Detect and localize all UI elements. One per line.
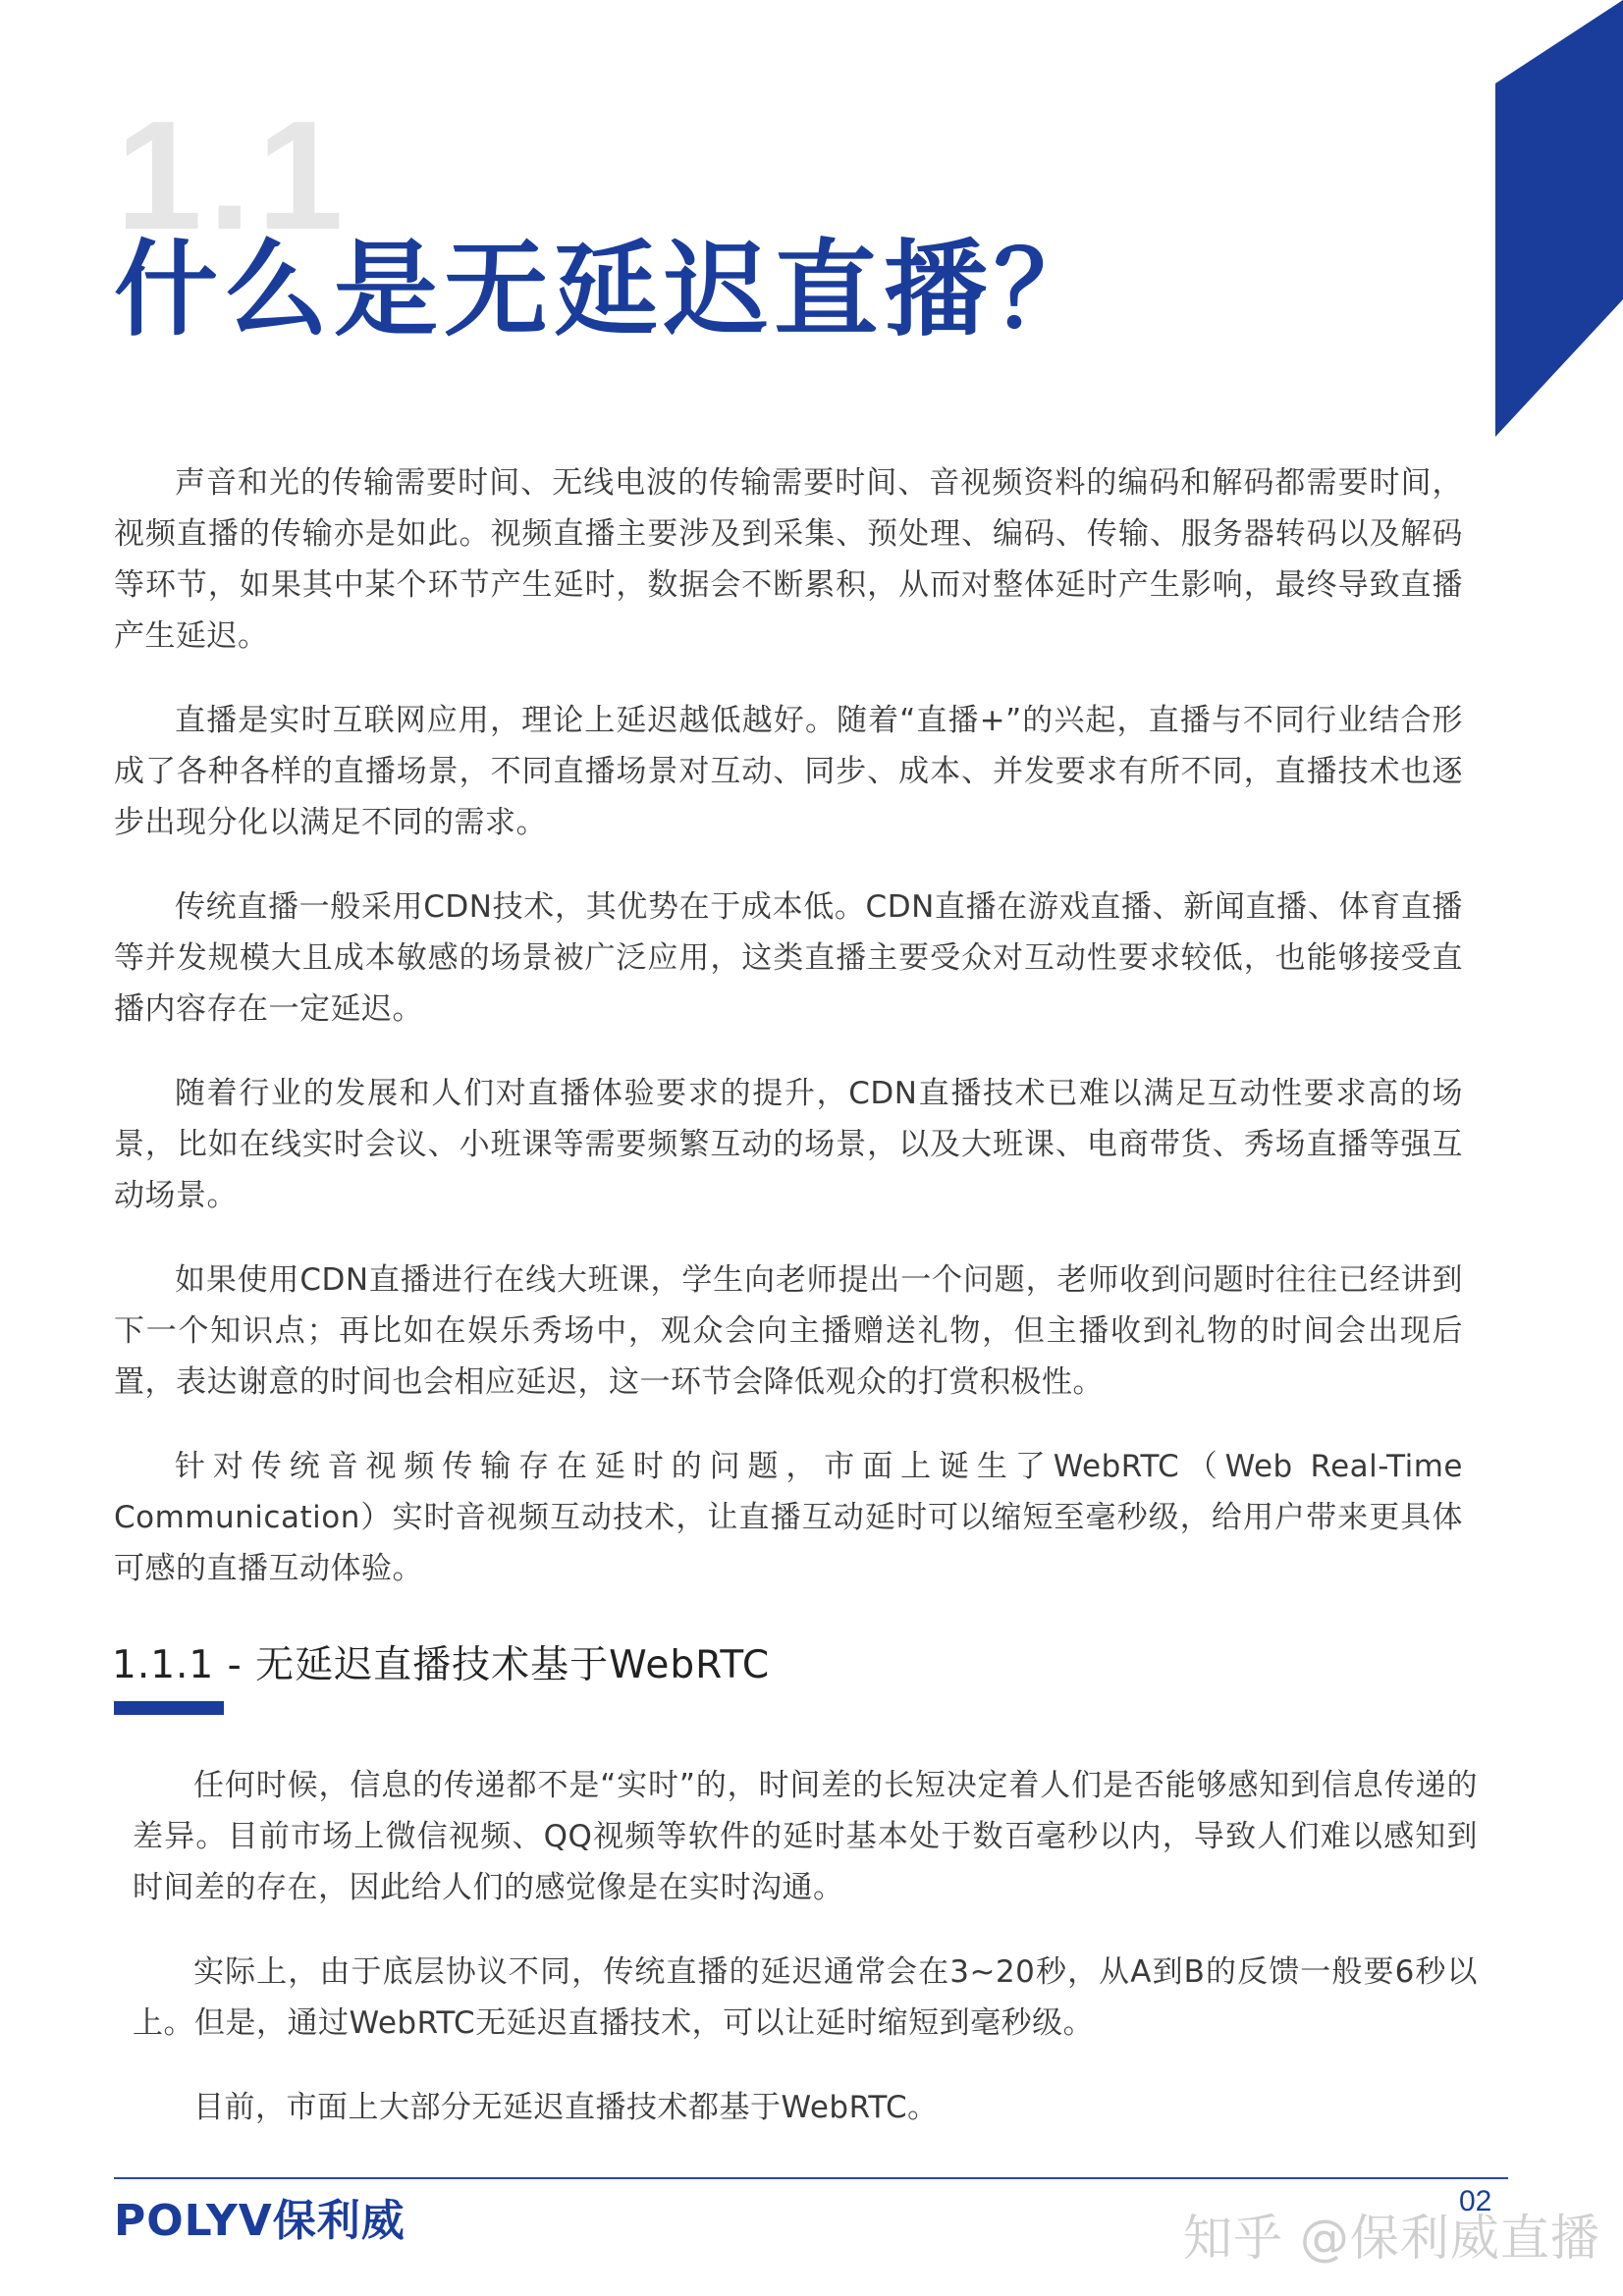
page-title: 什么是无延迟直播？ xyxy=(114,230,1104,350)
paragraph: 实际上，由于底层协议不同，传统直播的延迟通常会在3~20秒，从A到B的反馈一般要6秒以上。但是，通过WebRTC无延迟直播技术，可以让延时缩短到毫秒级。 xyxy=(133,1954,1478,2041)
paragraph: 如果使用CDN直播进行在线大班课，学生向老师提出一个问题，老师收到问题时往往已经讲到下一个知识点；再比如在娱乐秀场中，观众会向主播赠送礼物，但主播收到礼物的时间会出现后置，表达谢意的时间也会相应延迟，这一环节会降低观众的打赏积极性。 xyxy=(114,1262,1463,1400)
footer-divider xyxy=(114,2177,1508,2179)
paragraph: 传统直播一般采用CDN技术，其优势在于成本低。CDN直播在游戏直播、新闻直播、体育直播等并发规模大且成本敏感的场景被广泛应用，这类直播主要受众对互动性要求较低，也能够接受直播内容存在一定延迟。 xyxy=(114,889,1463,1027)
subsection-body xyxy=(133,1760,1478,2166)
paragraph: 针对传统音视频传输存在延时的问题，市面上诞生了WebRTC（Web Real-Time Communication）实时音视频互动技术，让直播互动延时可以缩短至毫秒级，给用户带来更具体可感的直播互动体验。 xyxy=(114,1449,1463,1586)
paragraph: 任何时候，信息的传递都不是“实时”的，时间差的长短决定着人们是否能够感知到信息传递的差异。目前市场上微信视频、QQ视频等软件的延时基本处于数百毫秒以内，导致人们难以感知到时间差的存在，因此给人们的感觉像是在实时沟通。 xyxy=(133,1768,1478,1905)
subsection-heading: 1.1.1 - 无延迟直播技术基于WebRTC xyxy=(112,1643,771,1687)
heading-underline xyxy=(114,1701,224,1715)
paragraph: 随着行业的发展和人们对直播体验要求的提升，CDN直播技术已难以满足互动性要求高的场景，比如在线实时会议、小班课等需要频繁互动的场景，以及大班课、电商带货、秀场直播等强互动场景。 xyxy=(114,1076,1463,1213)
page-number: 02 xyxy=(1459,2185,1492,2217)
polyv-logo: POLYV保利威 xyxy=(114,2196,406,2246)
paragraph: 直播是实时互联网应用，理论上延迟越低越好。随着“直播+”的兴起，直播与不同行业结合形成了各种各样的直播场景，不同直播场景对互动、同步、成本、并发要求有所不同，直播技术也逐步出现分化以满足不同的需求。 xyxy=(114,703,1463,840)
section-number: 1.1 xyxy=(116,89,350,262)
watermark: 知乎 @保利威直播 xyxy=(1183,2210,1600,2267)
paragraph: 目前，市面上大部分无延迟直播技术都基于WebRTC。 xyxy=(193,2090,939,2125)
section-body xyxy=(114,457,1463,1628)
paragraph: 声音和光的传输需要时间、无线电波的传输需要时间、音视频资料的编码和解码都需要时间，视频直播的传输亦是如此。视频直播主要涉及到采集、预处理、编码、传输、服务器转码以及解码等环节，如果其中某个环节产生延时，数据会不断累积，从而对整体延时产生影响，最终导致直播产生延迟。 xyxy=(114,465,1463,654)
corner-accent-shape xyxy=(1495,0,1623,437)
